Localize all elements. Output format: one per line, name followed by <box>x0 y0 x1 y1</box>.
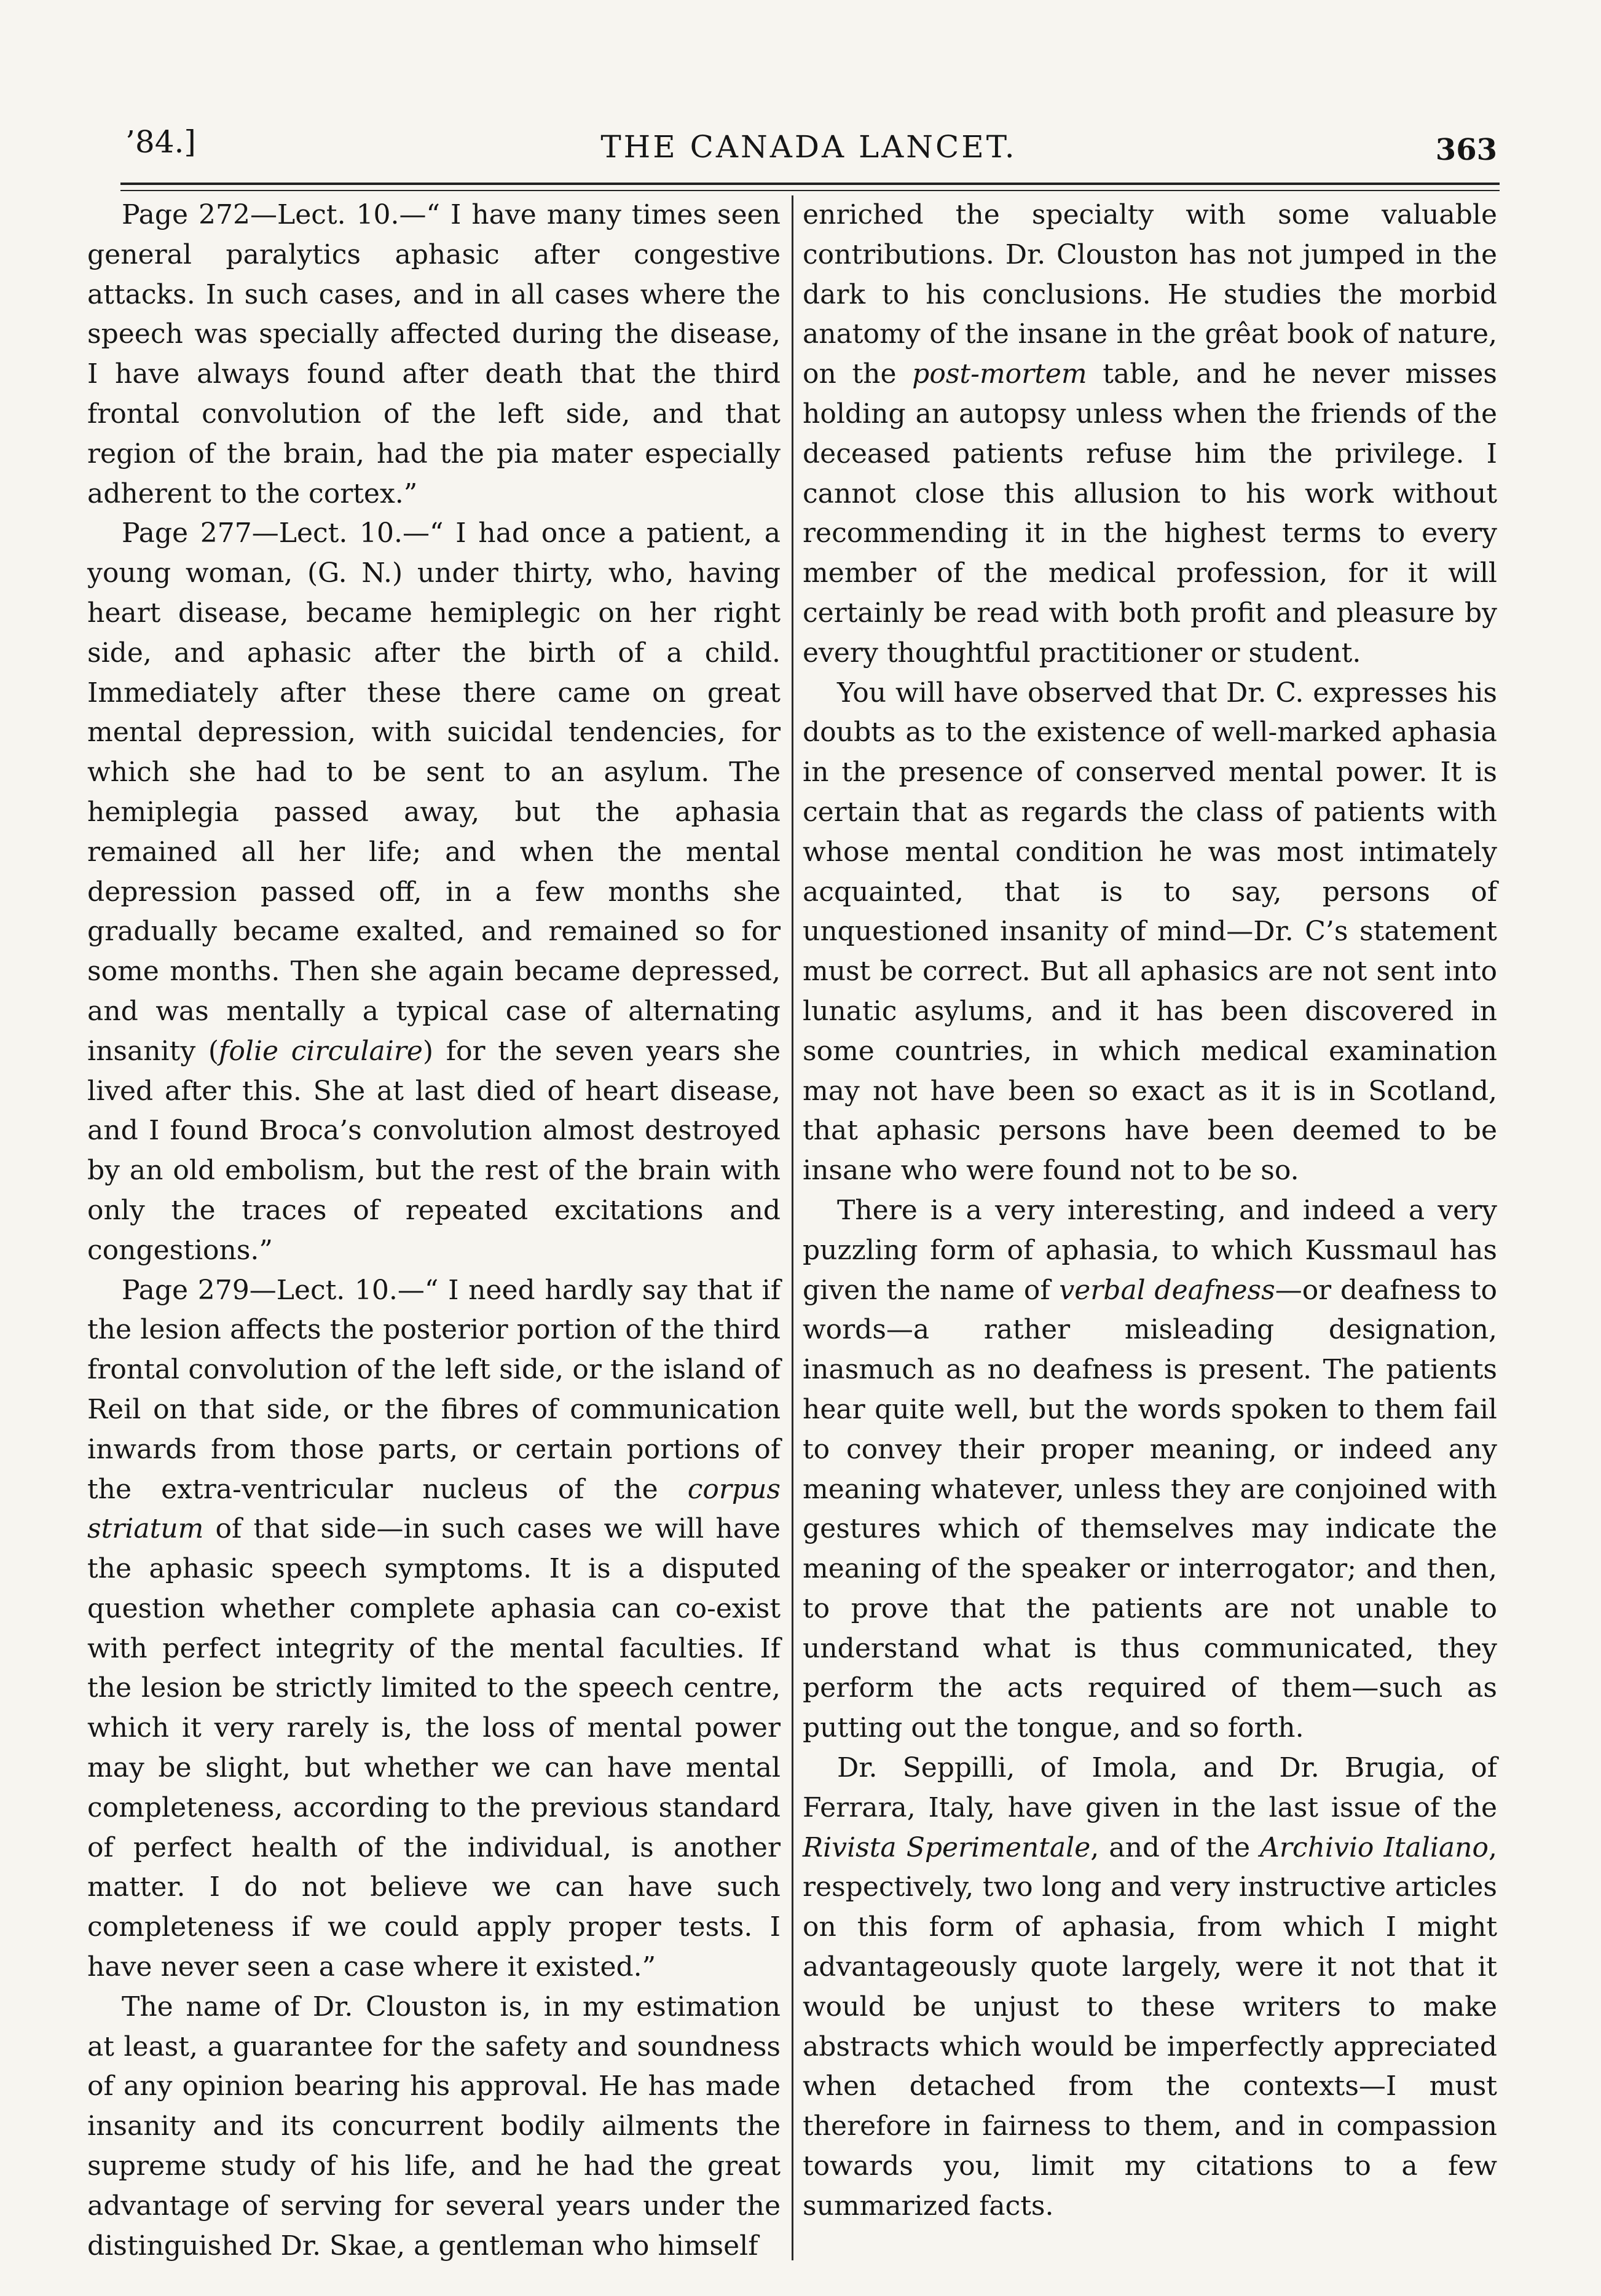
paragraph-lect-10-page-272: Page 272—Lect. 10.—“ I have many times seen general paralytics aphasic after congestive attacks. In such cases, and in all cases where the speech was specially affected during the disease, I have always found after death that the third frontal convolution of the left side, and that region of the brain, had the pia mater especially adherent to the cortex.” <box>87 199 781 509</box>
journal-title: THE CANADA LANCET. <box>600 129 1017 165</box>
italic-corpus-striatum: corpus striatum <box>87 1473 781 1545</box>
paragraph-lect-10-page-279: Page 279—Lect. 10.—“ I need hardly say that if the lesion affects the posterior portion of the third frontal convolution of the left side, or the island of Reil on that side, or the fibres of communication inwards from those parts, or certain portions of the extra-ventricular nucleus of the corpus striatum of that side—in such cases we will have the aphasic speech symptoms. It is a disputed question whether complete aphasia can co-exist with perfect integrity of the mental faculties. If the lesion be strictly limited to the speech centre, which it very rarely is, the loss of mental power may be slight, but whether we can have mental completeness, according to the previous standard of perfect health of the individual, is another matter. I do not believe we can have such completeness if we could apply proper tests. I have never seen a case where it existed.” <box>87 1274 781 1983</box>
header-rule-bottom <box>120 190 1500 191</box>
italic-folie-circulaire: folie circulaire <box>219 1035 423 1067</box>
italic-archivio-italiano: Archivio Italiano <box>1260 1831 1489 1863</box>
paragraph-verbal-deafness: There is a very interesting, and indeed a very puzzling form of aphasia, to which Kussmaul has given the name of verbal deafness—or deafness to words—a rather misleading designation, inasmuch as no deafness is present. The patients hear quite well, but the words spoken to them fail to convey their proper meaning, or indeed any meaning whatever, unless they are conjoined with gestures which of themselves may indicate the meaning of the speaker or interrogator; and then, to prove that the patients are not unable to understand what is thus communicated, they perform the acts required of them—such as putting out the tongue, and so forth. <box>803 1194 1497 1744</box>
italic-rivista-sperimentale: Rivista Sperimentale <box>803 1831 1091 1863</box>
column-divider <box>792 195 793 2260</box>
left-column <box>87 195 781 2266</box>
paragraph-continuation: enriched the specialty with some valuable contributions. Dr. Clouston has not jumped in the dark to his conclusions. He studies the morbid anatomy of the insane in the grêat book of nature, on the post-mortem table, and he never misses holding an autopsy unless when the friends of the deceased patients refuse him the privilege. I cannot close this allusion to his work without recommending it in the highest terms to every member of the medical profession, for it will certainly be read with both profit and pleasure by every thoughtful practitioner or student. <box>803 199 1498 669</box>
header-rule-top <box>120 183 1500 185</box>
page-number: 363 <box>1435 133 1497 167</box>
header-year: ’84.] <box>125 124 196 160</box>
paragraph-lect-10-page-277: Page 277—Lect. 10.—“ I had once a patient, a young woman, (G. N.) under thirty, who, having heart disease, became hemiplegic on her right side, and aphasic after the birth of a child. Immediately after these there came on great mental depression, with suicidal tendencies, for which she had to be sent to an asylum. The hemiplegia passed away, but the aphasia remained all her life; and when the mental depression passed off, in a few months she gradually became exalted, and remained so for some months. Then she again became depressed, and was mentally a typical case of alternating insanity (folie circulaire) for the seven years she lived after this. She at last died of heart disease, and I found Broca’s convolution almost destroyed by an old embolism, but the rest of the brain with only the traces of repeated excitations and congestions.” <box>87 517 781 1266</box>
paragraph-dr-c-doubts: You will have observed that Dr. C. expresses his doubts as to the existence of well-marked aphasia in the presence of conserved mental power. It is certain that as regards the class of patients with whose mental condition he was most intimately acquainted, that is to say, persons of unquestioned insanity of mind—Dr. C’s statement must be correct. But all aphasics are not sent into lunatic asylums, and it has been discovered in some countries, in which medical examination may not have been so exact as it is in Scotland, that aphasic persons have been deemed to be insane who were found not to be so. <box>803 677 1497 1187</box>
italic-verbal-deafness: verbal deafness <box>1059 1274 1275 1306</box>
paragraph-dr-clouston: The name of Dr. Clouston is, in my estimation at least, a guarantee for the safety and soundness of any opinion bearing his approval. He has made insanity and its concurrent bodily ailments the supreme study of his life, and he had the great advantage of serving for several years under the distinguished Dr. Skae, a gentleman who himself <box>87 1991 781 2262</box>
running-header <box>120 120 1497 170</box>
paragraph-seppilli-brugia: Dr. Seppilli, of Imola, and Dr. Brugia, of Ferrara, Italy, have given in the last issue of the Rivista Sperimentale, and of the Archivio Italiano, respectively, two long and very instructive articles on this form of aphasia, from which I might advantageously quote largely, were it not that it would be unjust to these writers to make abstracts which would be imperfectly appreciated when detached from the contexts—I must therefore in fairness to them, and in compassion towards you, limit my citations to a few summarized facts. <box>803 1752 1497 2222</box>
right-column <box>803 195 1497 2227</box>
italic-post-mortem: post-mortem <box>912 358 1087 390</box>
